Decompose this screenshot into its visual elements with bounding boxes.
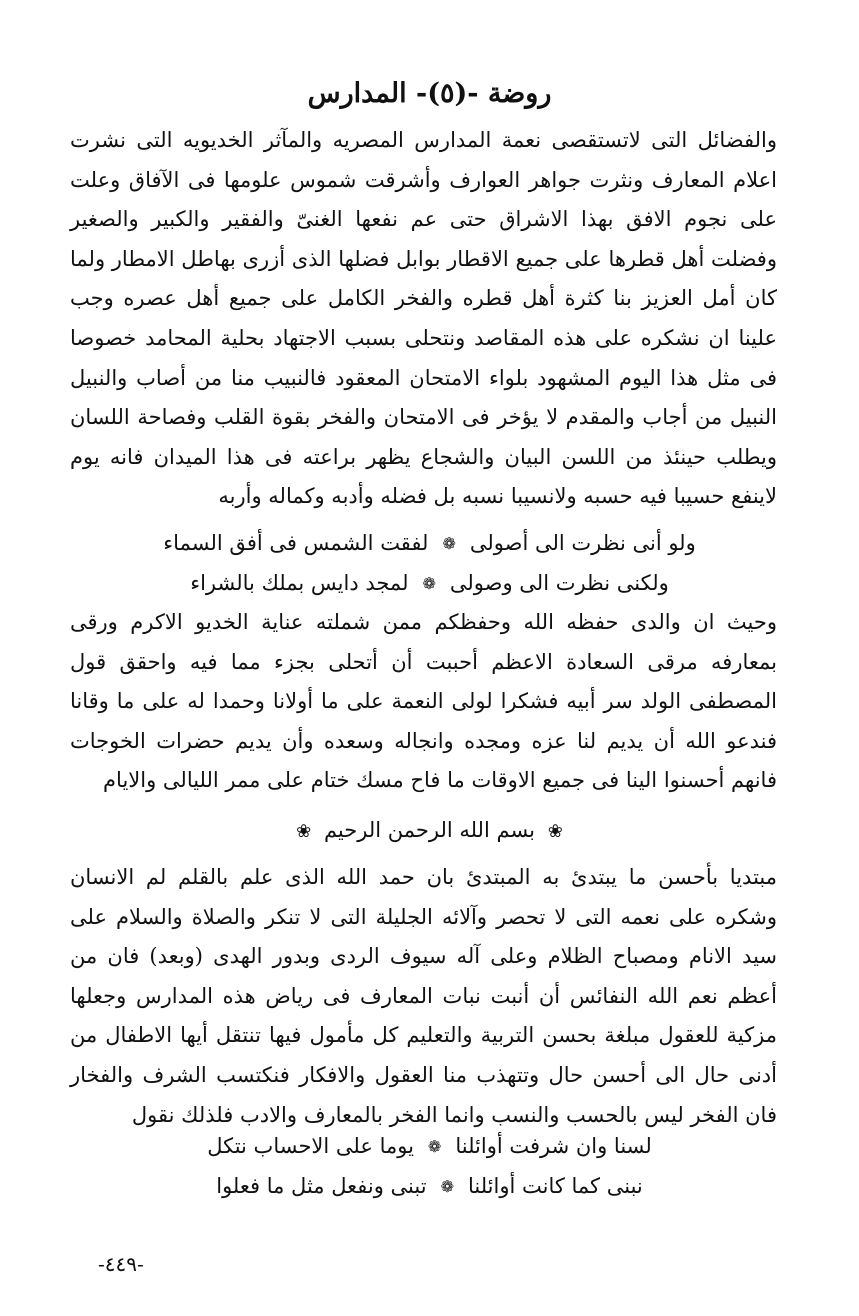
verse-separator-icon: ❁	[442, 533, 456, 553]
verse-second-hemistich: تبنى ونفعل مثل ما فعلوا	[216, 1174, 427, 1198]
verse-separator-icon: ❁	[422, 573, 436, 593]
poem-verses-2	[140, 1126, 719, 1206]
basmala-heading	[0, 818, 859, 842]
verse-first-hemistich: ولكنى نظرت الى وصولى	[449, 571, 669, 595]
paragraph-text: والفضائل التى لاتستقصى نعمة المدارس المصريه والمآثر الخديويه التى نشرت اعلام المعارف ونثرت جواهر العوارف وأشرقت شموس علومها فى الآفاق وعلت على نجوم الافق بهذا الاشراق حتى عم نفعها الغنىّ والفقير والكبير والصغير وفضلت أهل قطرها على جميع الاقطار بوابل فضلها الذى أزرى بهاطل الامطار ولما كان أمل العزيز بنا كثرة أهل قطره والفخر الكامل على جميع أهل عصره وجب علينا ان نشكره على هذه المقاصد ونتحلى بسبب الاجتهاد بحلية المحامد خصوصا فى مثل هذا اليوم المشهود بلواء الامتحان المعقود فالنبيب منا من أصاب والنبيل النبيل من أجاب والمقدم لا يؤخر فى الامتحان والفخر بقوة القلب وفصاحة اللسان ويطلب حينئذ من اللسن البيان والشجاع يظهر براعته فى هذا الميدان فانه يوم لاينفع حسيبا فيه حسبه ولانسيبا نسبه بل فضله وأدبه وكماله وأربه	[70, 128, 777, 509]
verse-first-hemistich: لسنا وان شرفت أوائلنا	[455, 1134, 652, 1158]
ornament-right-icon: ❀	[547, 821, 563, 842]
paragraph-text: وحيث ان والدى حفظه الله وحفظكم ممن شملته عناية الخديو الاكرم ورقى بمعارفه مرقى السعادة الاعظم أحببت أن أتحلى بجزء مما فيه واحقق قول المصطفى الولد سر أبيه فشكرا لولى النعمة على ما أولانا وحمدا له على ما وقانا فندعو الله أن يديم لنا عزه ومجده وانجاله وسعده وأن يديم حضرات الخوجات فانهم أحسنوا الينا فى جميع الاوقات ما فاح مسك ختام على ممر الليالى والايام	[70, 610, 777, 793]
ornament-left-icon: ❀	[296, 821, 312, 842]
verse-line	[140, 563, 719, 603]
verse-separator-icon: ❁	[440, 1176, 454, 1196]
verse-line	[140, 1126, 719, 1166]
verse-first-hemistich: نبنى كما كانت أوائلنا	[467, 1174, 643, 1198]
page-number: -٤٤٩-	[98, 1252, 144, 1276]
verse-second-hemistich: لمجد دايس بملك بالشراء	[190, 571, 409, 595]
body-paragraph-2	[70, 603, 777, 801]
basmala-text: بسم الله الرحمن الرحيم	[323, 818, 536, 842]
body-paragraph-3	[70, 858, 777, 1135]
paragraph-text: مبتديا بأحسن ما يبتدئ به المبتدئ بان حمد الله الذى علم بالقلم لم الانسان وشكره على نعمه التى لا تحصر وآلائه الجليلة التى لا تنكر والصلاة والسلام على سيد الانام ومصباح الظلام وعلى آله سيوف الردى وبدور الهدى (وبعد) فان من أعظم نعم الله النفائس أن أنبت نبات المعارف فى رياض هذه المدارس وجعلها مزكية للعقول مبلغة بحسن التربية والتعليم كل مأمول فيها تنتقل أيها الاطفال من أدنى حال الى أحسن حال وتتهذب منا العقول والافكار فنكتسب الشرف والفخار فان الفخر ليس بالحسب والنسب وانما الفخر بالمعارف والادب فلذلك نقول	[70, 865, 777, 1127]
verse-second-hemistich: لفقت الشمس فى أفق السماء	[163, 531, 429, 555]
poem-verses-1	[140, 523, 719, 603]
verse-line	[140, 1166, 719, 1206]
verse-second-hemistich: يوما على الاحساب نتكل	[207, 1134, 414, 1158]
page-title: روضة -(٥)- المدارس	[307, 78, 552, 109]
verse-separator-icon: ❁	[427, 1136, 442, 1156]
verse-line	[140, 523, 719, 563]
verse-first-hemistich: ولو أنى نظرت الى أصولى	[469, 531, 696, 555]
body-paragraph-1	[70, 121, 777, 517]
